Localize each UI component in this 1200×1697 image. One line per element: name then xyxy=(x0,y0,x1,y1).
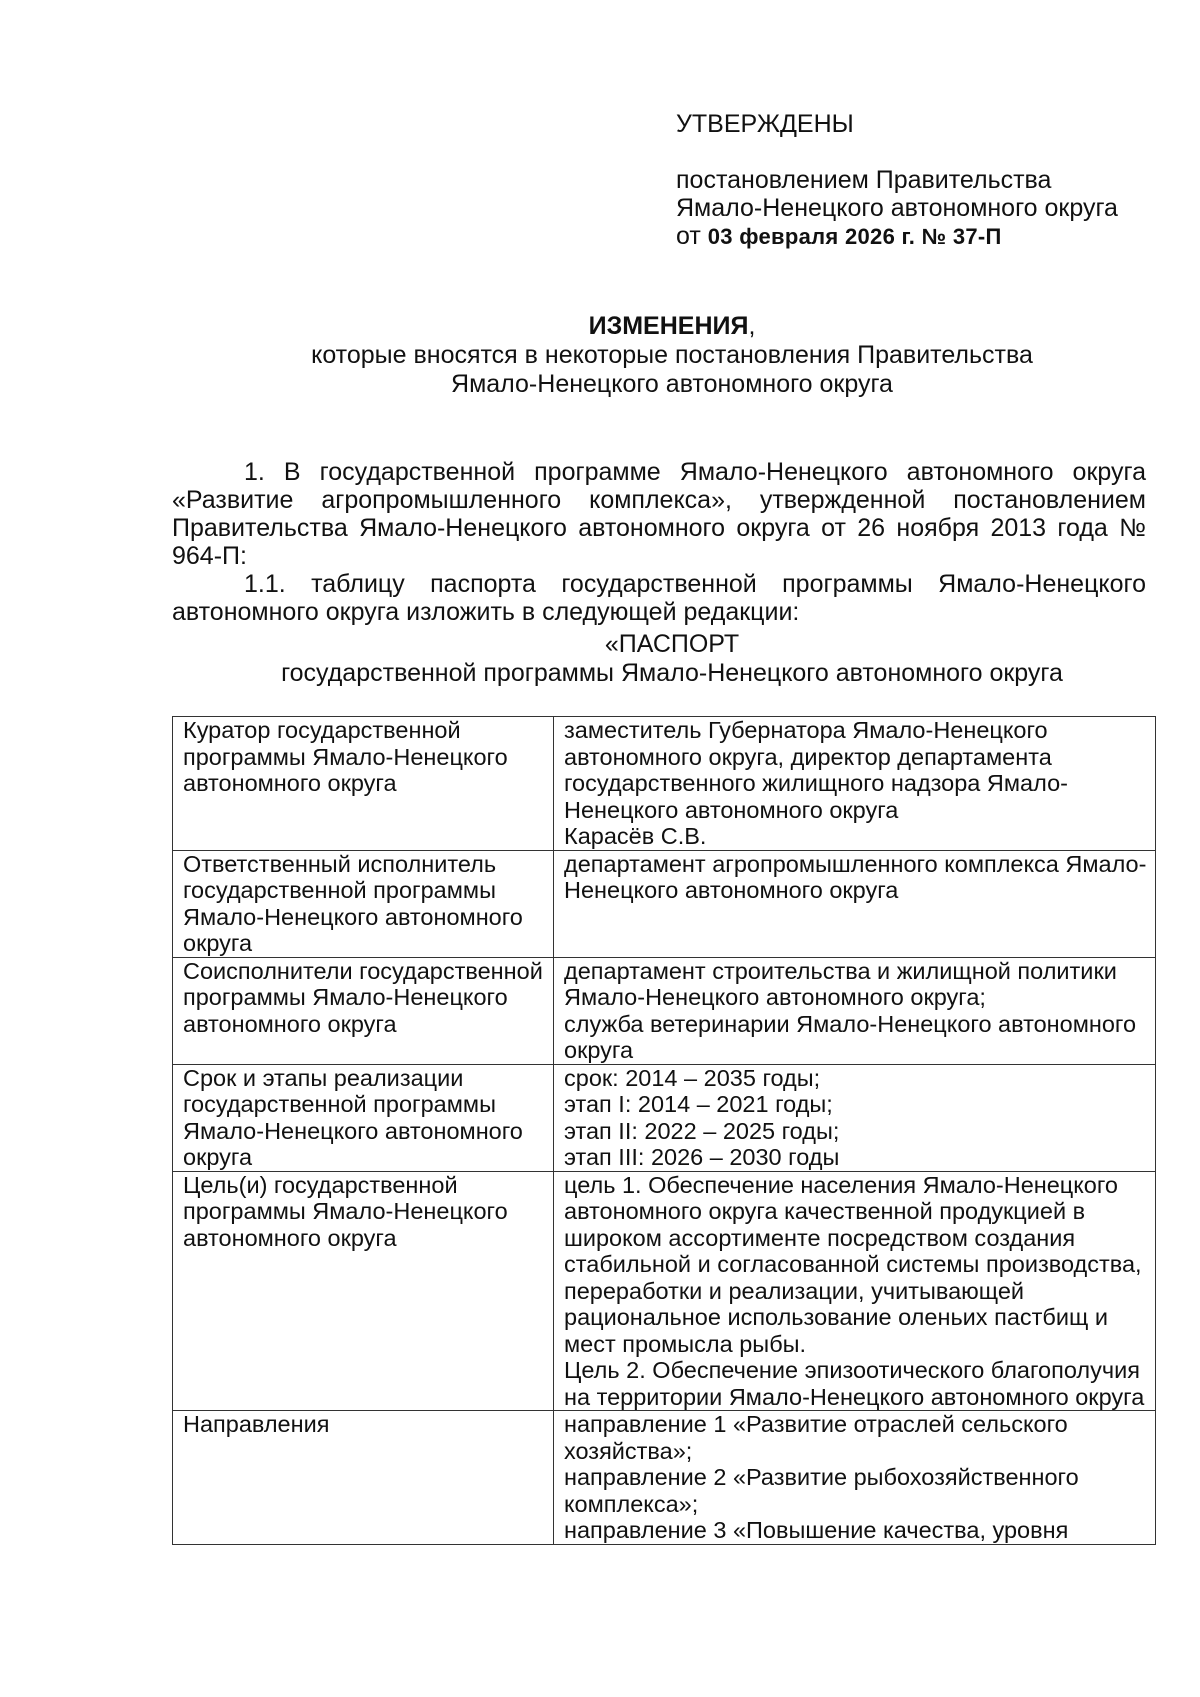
table-row xyxy=(173,1411,1156,1545)
heading-main-suffix: , xyxy=(748,312,756,340)
table-row xyxy=(173,717,1156,851)
table-row xyxy=(173,1064,1156,1171)
passport-subtitle: государственной программы Ямало-Ненецкого автономного округа xyxy=(281,659,1063,687)
paragraph-1-1: 1.1. таблицу паспорта государственной программы Ямало-Ненецкого автономного округа изложить в следующей редакции: xyxy=(172,570,1146,626)
row-label: Куратор государственной программы Ямало-Ненецкого автономного округа xyxy=(173,717,554,851)
passport-table xyxy=(172,716,1156,1545)
document-heading xyxy=(172,312,1172,399)
approval-date-prefix: от xyxy=(676,222,701,250)
table-row xyxy=(173,957,1156,1064)
row-label: Цель(и) государственной программы Ямало-Ненецкого автономного округа xyxy=(173,1171,554,1411)
row-value-line: направление 2 «Развитие рыбохозяйственного комплекса»; xyxy=(564,1464,1079,1517)
row-value-line: служба ветеринарии Ямало-Ненецкого автономного округа xyxy=(564,1010,1137,1063)
row-value xyxy=(554,850,1156,957)
row-value-line: направление 1 «Развитие отраслей сельского хозяйства»; xyxy=(564,1411,1068,1464)
row-value-line: этап I: 2014 – 2021 годы; xyxy=(564,1091,833,1117)
approval-date-line xyxy=(676,222,1176,251)
row-value-line: Карасёв С.В. xyxy=(564,823,707,849)
table-row xyxy=(173,850,1156,957)
row-value-line: заместитель Губернатора Ямало-Ненецкого автономного округа, директор департамента государственного жилищного надзора Ямало-Ненецкого автономного округа xyxy=(564,717,1068,823)
approval-title: УТВЕРЖДЕНЫ xyxy=(676,110,854,138)
heading-line-3: Ямало-Ненецкого автономного округа xyxy=(451,370,893,398)
approval-line-1: постановлением Правительства xyxy=(676,166,1052,194)
row-value-line: направление 3 «Повышение качества, уровня xyxy=(564,1517,1069,1543)
approval-line-2: Ямало-Ненецкого автономного округа xyxy=(676,194,1118,222)
row-value-line: департамент строительства и жилищной политики Ямало-Ненецкого автономного округа; xyxy=(564,957,1117,1010)
row-label: Ответственный исполнитель государственной программы Ямало-Ненецкого автономного округа xyxy=(173,850,554,957)
row-value xyxy=(554,1411,1156,1545)
heading-main-line xyxy=(172,312,1172,341)
row-value-line: департамент агропромышленного комплекса Ямало-Ненецкого автономного округа xyxy=(564,850,1147,903)
row-label: Срок и этапы реализации государственной программы Ямало-Ненецкого автономного округа xyxy=(173,1064,554,1171)
table-row xyxy=(173,1171,1156,1411)
row-value xyxy=(554,957,1156,1064)
body-text xyxy=(172,458,1146,626)
row-value-line: цель 1. Обеспечение населения Ямало-Ненецкого автономного округа качественной продукцией в широком ассортименте посредством создания стабильной и согласованной системы производства, переработки и реализации, учитывающей рациональное использование оленьих пастбищ и мест промысла рыбы. xyxy=(564,1171,1142,1357)
passport-table-body xyxy=(173,717,1156,1545)
row-value-line: этап II: 2022 – 2025 годы; xyxy=(564,1117,840,1144)
row-value xyxy=(554,717,1156,851)
row-value-line: Цель 2. Обеспечение эпизоотического благополучия на территории Ямало-Ненецкого автономного округа xyxy=(564,1357,1145,1410)
passport-title: «ПАСПОРТ xyxy=(604,630,740,658)
row-value xyxy=(554,1064,1156,1171)
row-value-line: срок: 2014 – 2035 годы; xyxy=(564,1064,821,1091)
heading-main: ИЗМЕНЕНИЯ xyxy=(588,312,749,340)
paragraph-1: 1. В государственной программе Ямало-Ненецкого автономного округа «Развитие агропромышленного комплекса», утвержденной постановлением Правительства Ямало-Ненецкого автономного округа от 26 ноября 2013 года № 964-П: xyxy=(172,458,1146,570)
approval-block xyxy=(676,110,1176,251)
row-value xyxy=(554,1171,1156,1411)
row-label: Соисполнители государственной программы Ямало-Ненецкого автономного округа xyxy=(173,957,554,1064)
approval-date-value: 03 февраля 2026 г. № 37-П xyxy=(707,224,1002,249)
passport-title-block xyxy=(172,630,1172,688)
row-label: Направления xyxy=(173,1411,554,1545)
row-value-line: этап III: 2026 – 2030 годы xyxy=(564,1144,840,1170)
heading-line-2: которые вносятся в некоторые постановления Правительства xyxy=(311,341,1033,369)
